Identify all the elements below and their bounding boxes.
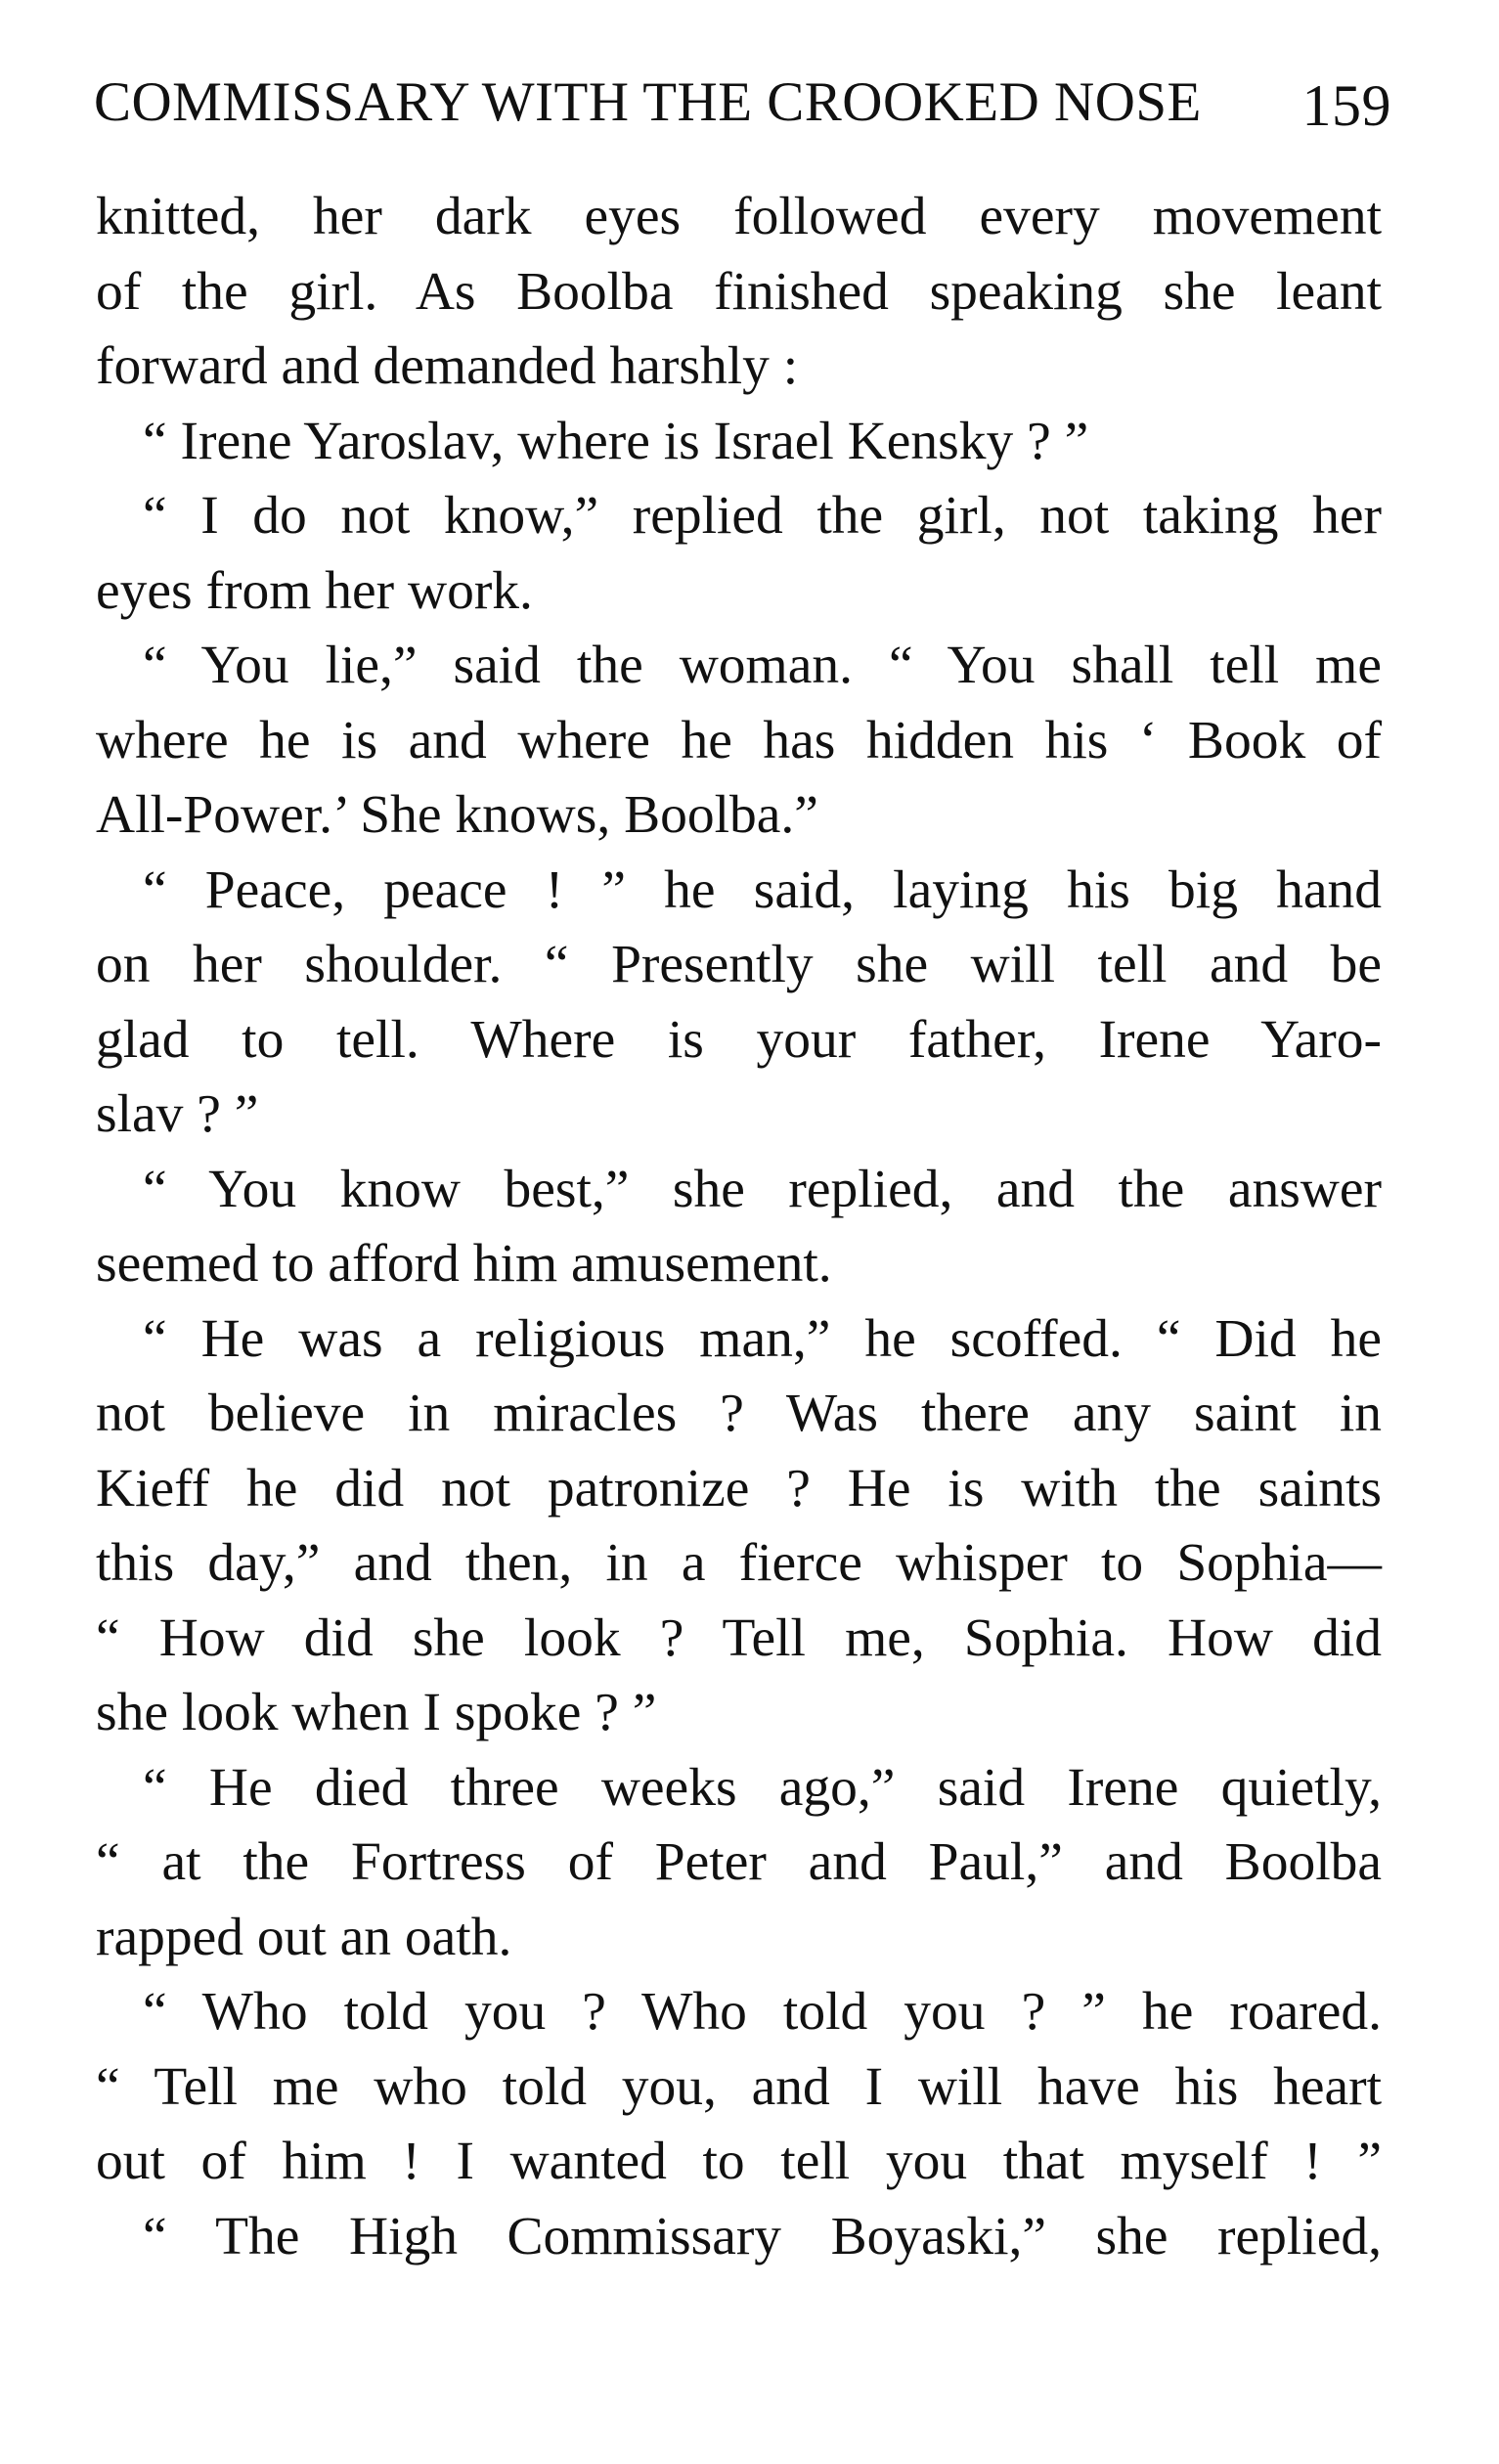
text-line: “ You know best,” she replied, and the answer xyxy=(143,1159,1382,1219)
text-line: on her shoulder. “ Presently she will tell and be xyxy=(96,935,1382,994)
text-line: of the girl. As Boolba finished speaking she leant xyxy=(96,261,1382,322)
running-head-title: COMMISSARY WITH THE CROOKED NOSE xyxy=(94,71,1202,133)
body-text xyxy=(96,180,1382,2274)
page-number: 159 xyxy=(1301,73,1391,138)
text-line: “ The High Commissary Boyaski,” she replied, xyxy=(143,2206,1382,2266)
text-line: All-Power.’ She knows, Boolba.” xyxy=(96,785,818,845)
text-line: where he is and where he has hidden his ‘ Book of xyxy=(96,710,1382,770)
running-head xyxy=(94,70,1391,147)
text-line: Kieff he did not patronize ? He is with the saints xyxy=(96,1458,1382,1518)
text-line: “ He died three weeks ago,” said Irene quietly, xyxy=(143,1757,1382,1818)
book-page xyxy=(94,70,1391,2274)
text-line: glad to tell. Where is your father, Irene Yaro- xyxy=(96,1009,1382,1070)
text-line: she look when I spoke ? ” xyxy=(96,1683,657,1742)
text-line: “ Tell me who told you, and I will have his heart xyxy=(96,2056,1382,2117)
text-line: rapped out an oath. xyxy=(96,1907,512,1967)
text-line: eyes from her work. xyxy=(96,560,533,621)
text-line: “ Who told you ? Who told you ? ” he roared. xyxy=(143,1982,1382,2042)
text-line: forward and demanded harshly : xyxy=(96,336,799,396)
text-line: “ Peace, peace ! ” he said, laying his big hand xyxy=(143,859,1382,920)
text-line: not believe in miracles ? Was there any saint in xyxy=(96,1384,1382,1443)
text-line: slav ? ” xyxy=(96,1084,259,1144)
text-line: seemed to afford him amusement. xyxy=(96,1234,832,1294)
text-line: knitted, her dark eyes followed every movement xyxy=(96,187,1382,246)
text-line: “ He was a religious man,” he scoffed. “ Did he xyxy=(143,1308,1382,1369)
text-line: “ I do not know,” replied the girl, not taking her xyxy=(143,486,1382,546)
text-line: “ at the Fortress of Peter and Paul,” and Boolba xyxy=(96,1832,1382,1892)
text-line: “ You lie,” said the woman. “ You shall tell me xyxy=(143,636,1382,695)
text-line: this day,” and then, in a fierce whisper to Sophia— xyxy=(96,1533,1382,1593)
text-line: “ How did she look ? Tell me, Sophia. How did xyxy=(96,1607,1382,1668)
text-line: “ Irene Yaroslav, where is Israel Kensky ? ” xyxy=(143,411,1089,471)
text-line: out of him ! I wanted to tell you that myself ! ” xyxy=(96,2132,1382,2191)
